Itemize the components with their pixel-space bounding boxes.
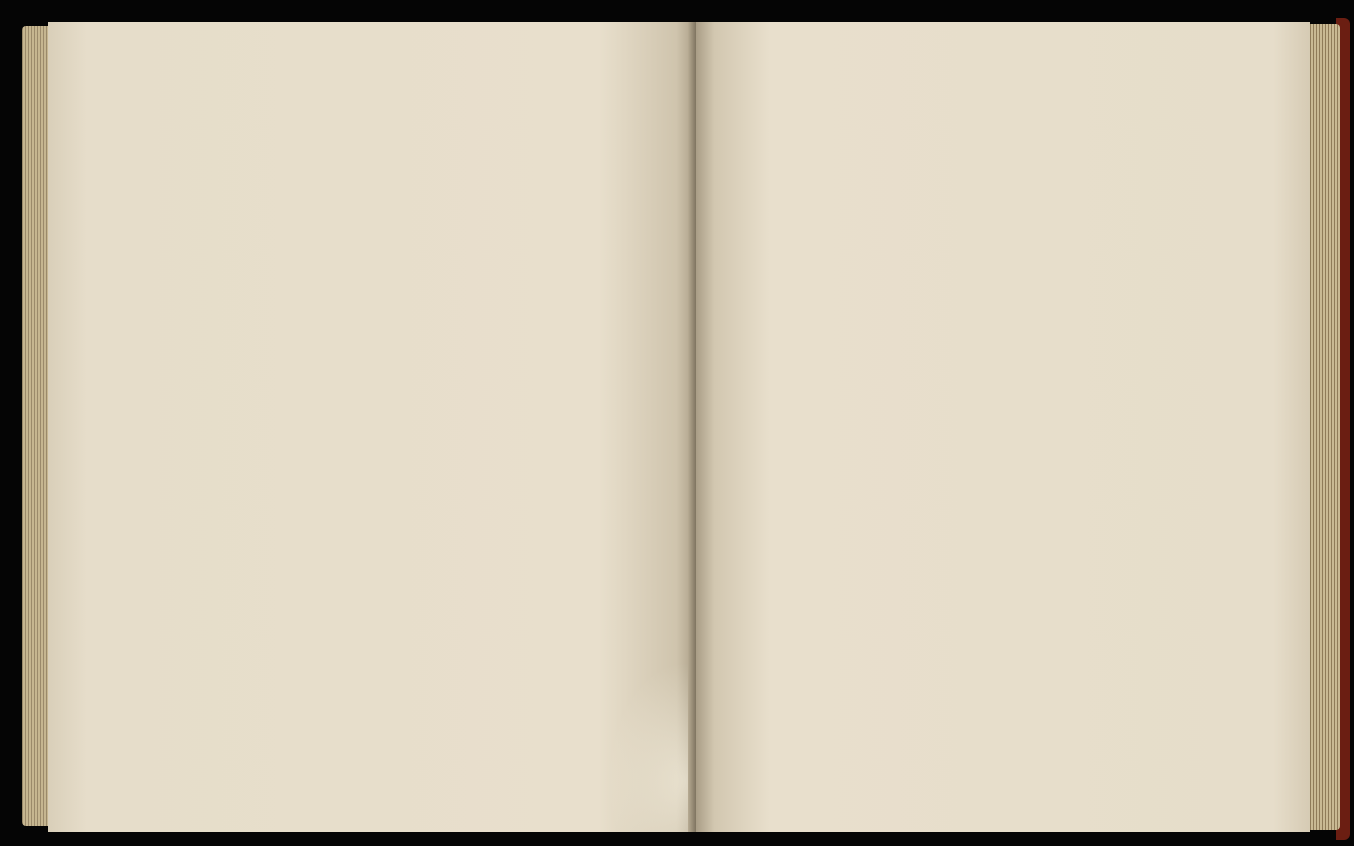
left-page [48,22,696,832]
page-stain [608,662,696,832]
open-book [22,18,1340,840]
right-page-edges [1308,24,1340,830]
right-page [696,22,1310,832]
